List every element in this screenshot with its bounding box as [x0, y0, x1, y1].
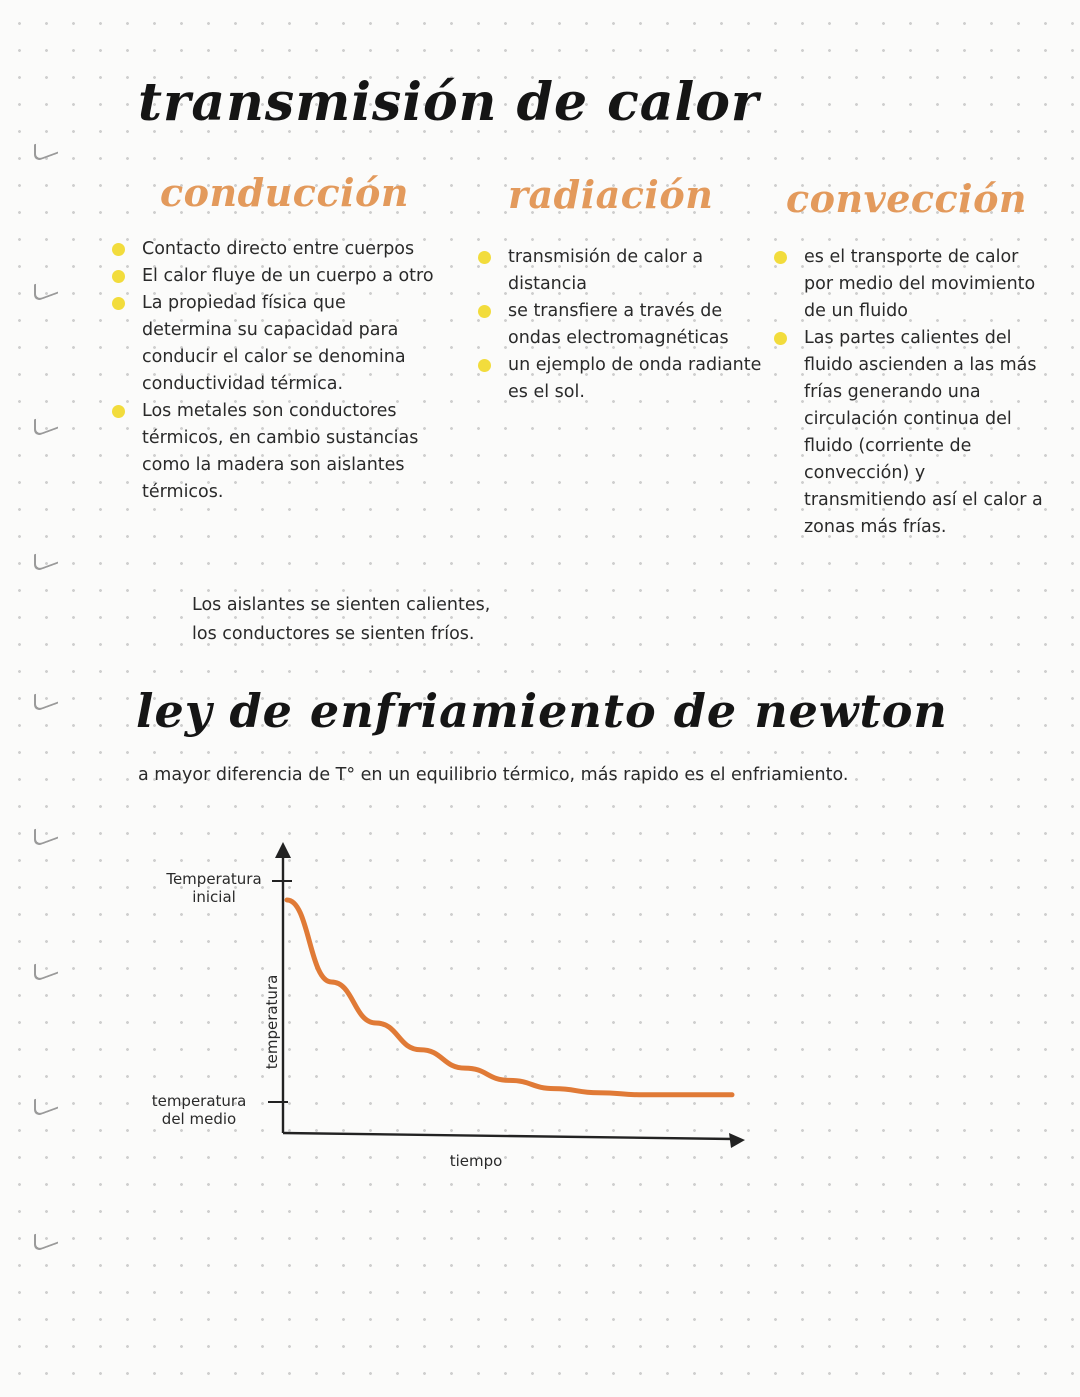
column-heading-radiacion: radiación — [508, 172, 714, 217]
insulator-note — [192, 592, 490, 648]
bullet-dot-icon — [112, 270, 125, 283]
list-item — [478, 298, 773, 352]
page-title: transmisión de calor — [138, 72, 760, 133]
bullet-dot-icon — [112, 405, 125, 418]
binding-mark — [34, 136, 58, 163]
cooling-curve — [287, 900, 732, 1095]
y-tick-label-line: del medio — [161, 1110, 237, 1128]
bullet-dot-icon — [478, 251, 491, 264]
y-tick-label-line: Temperatura — [166, 870, 262, 888]
conveccion-list — [774, 244, 1044, 541]
y-tick-label-initial — [165, 870, 261, 906]
y-axis-arrow-icon — [275, 842, 291, 858]
list-item-text: El calor fluye de un cuerpo a otro — [142, 266, 434, 286]
list-item — [478, 244, 773, 298]
conduccion-list — [112, 236, 437, 506]
binding-mark — [34, 1226, 58, 1253]
law-statement: a mayor diferencia de T° en un equilibrio térmico, más rapido es el enfriamiento. — [138, 765, 849, 785]
binding-mark — [34, 411, 58, 438]
radiacion-list — [478, 244, 773, 406]
list-item-text: es el transporte de calor por medio del movimiento de un fluido — [804, 247, 1036, 321]
bullet-dot-icon — [774, 332, 787, 345]
binding-mark — [34, 956, 58, 983]
list-item — [112, 398, 437, 506]
list-item-text: Contacto directo entre cuerpos — [142, 239, 415, 259]
binding-mark — [34, 1091, 58, 1118]
binding-mark — [34, 276, 58, 303]
y-tick-label-line: temperatura — [151, 1092, 247, 1110]
y-tick-label-line: inicial — [192, 888, 236, 906]
column-heading-conveccion: convección — [786, 176, 1028, 221]
list-item — [774, 325, 1044, 541]
x-axis-label: tiempo — [449, 1152, 503, 1170]
x-axis — [283, 1133, 733, 1139]
x-axis-arrow-icon — [729, 1133, 745, 1148]
list-item-text: transmisión de calor a distancia — [508, 247, 704, 294]
list-item — [478, 352, 773, 406]
binding-mark — [34, 821, 58, 848]
list-item-text: se transfiere a través de ondas electromagnéticas — [508, 301, 729, 348]
note-line: los conductores se sienten fríos. — [192, 624, 475, 644]
binding-mark — [34, 686, 58, 713]
list-item-text: Los metales son conductores térmicos, en cambio sustancias como la madera son aislantes térmicos. — [142, 401, 419, 502]
bullet-dot-icon — [478, 359, 491, 372]
bullet-dot-icon — [774, 251, 787, 264]
list-item-text: un ejemplo de onda radiante es el sol. — [508, 355, 762, 402]
bullet-dot-icon — [112, 243, 125, 256]
list-item — [112, 290, 437, 398]
section-title: ley de enfriamiento de newton — [136, 684, 948, 738]
list-item — [112, 236, 437, 263]
list-item-text: La propiedad física que determina su capacidad para conducir el calor se denomina conductividad térmica. — [142, 293, 406, 394]
list-item — [112, 263, 437, 290]
bullet-dot-icon — [478, 305, 491, 318]
note-line: Los aislantes se sienten calientes, — [192, 595, 491, 615]
list-item — [774, 244, 1044, 325]
binding-mark — [34, 546, 58, 573]
list-item-text: Las partes calientes del fluido ascienden a las más frías generando una circulación continua del fluido (corriente de convección) y transmitiendo así el calor a zonas más frías. — [804, 328, 1043, 537]
y-axis-label: temperatura — [263, 974, 281, 1070]
column-heading-conduccion: conducción — [160, 170, 409, 215]
y-tick-label-medium — [152, 1092, 247, 1128]
bullet-dot-icon — [112, 297, 125, 310]
